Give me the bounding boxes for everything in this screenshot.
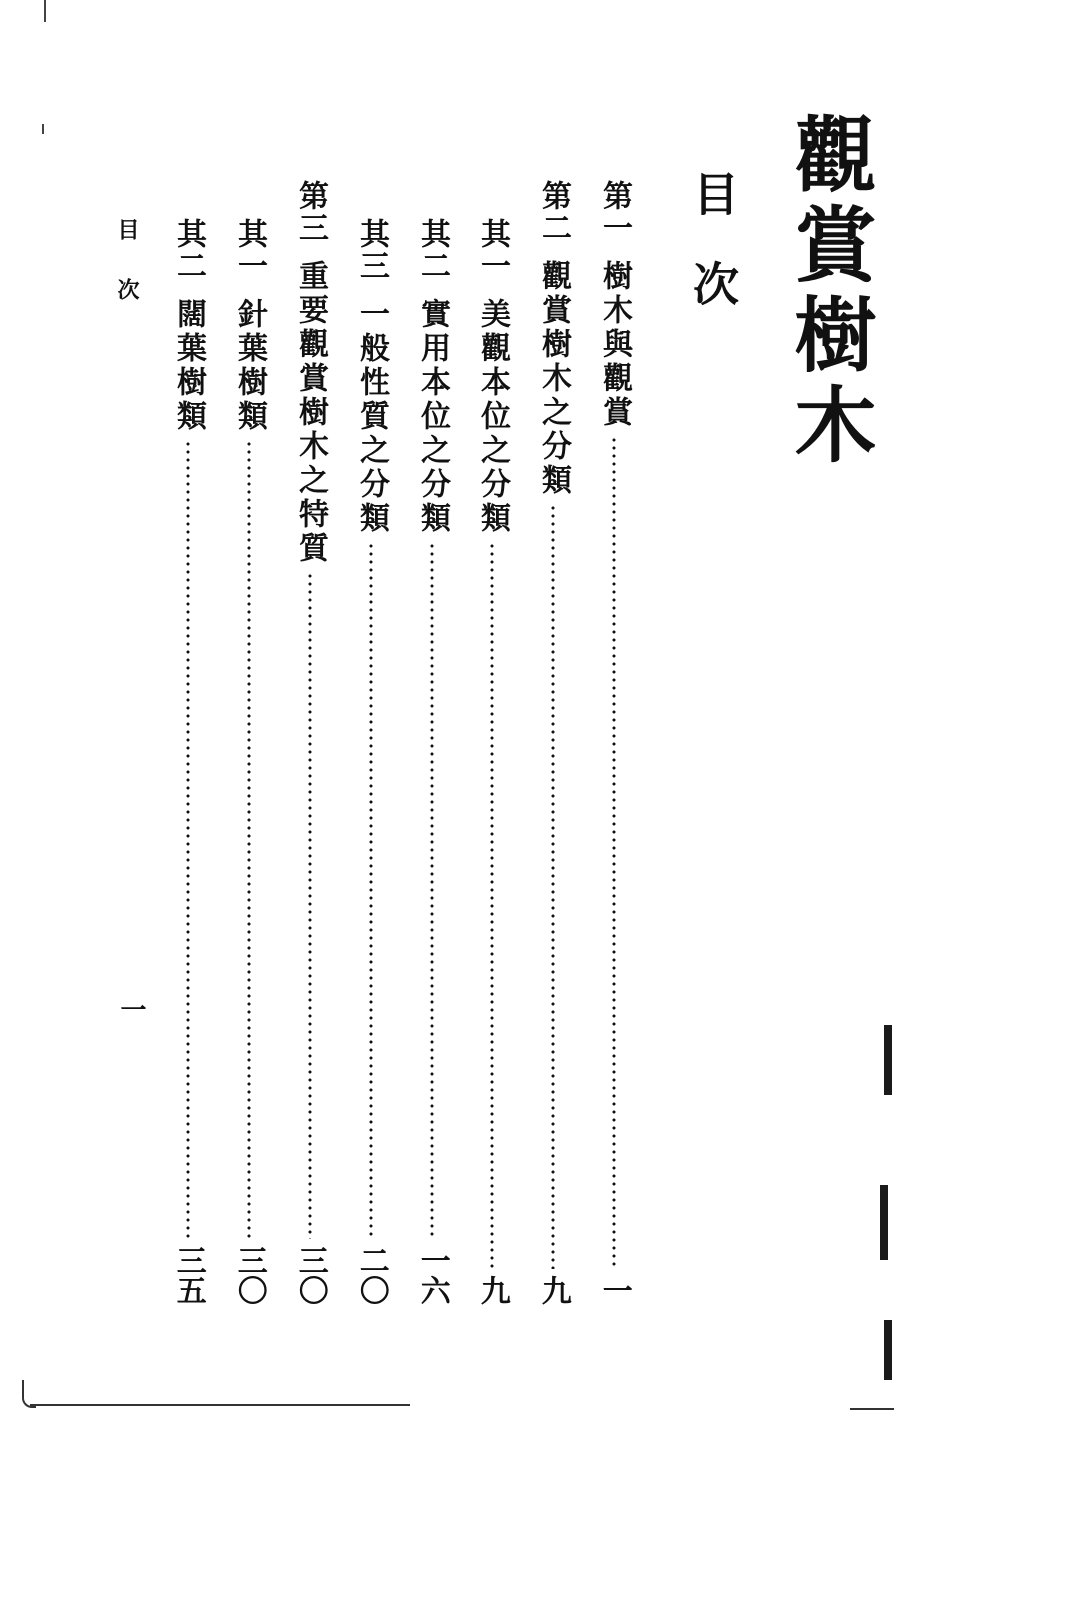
toc-entry-page: 三五 (170, 1245, 206, 1305)
scan-mark (44, 0, 46, 22)
scan-edge-mark (880, 1185, 888, 1260)
dot-leader (308, 572, 312, 1239)
toc-entry-page: 九 (535, 1275, 571, 1305)
toc-entry (168, 180, 208, 1305)
dot-leader (612, 436, 616, 1269)
toc-entry-title: 重要觀賞樹木之特質 (293, 260, 328, 566)
dot-leader (186, 440, 190, 1239)
toc-heading: 目次 (686, 170, 740, 350)
toc-entry-page: 一六 (414, 1245, 450, 1305)
toc-entry-page: 二〇 (353, 1245, 389, 1305)
toc-entry-title: 針葉樹類 (232, 298, 267, 434)
toc-entry-page: 九 (474, 1275, 510, 1305)
scan-edge-mark (884, 1320, 892, 1380)
toc-entry-label: 其一 (232, 218, 267, 282)
toc-entry-title: 樹木與觀賞 (597, 260, 632, 430)
toc-entry-page: 三〇 (292, 1245, 328, 1305)
toc-entry (412, 180, 452, 1305)
toc-entry-page: 三〇 (231, 1245, 267, 1305)
dot-leader (369, 542, 373, 1239)
toc-entry-title: 一般性質之分類 (354, 298, 389, 536)
dot-leader (247, 440, 251, 1239)
toc-entry-label: 第一 (597, 180, 632, 244)
toc-entry-title: 闊葉樹類 (171, 298, 206, 434)
toc-entry (594, 180, 634, 1305)
toc-entry (290, 180, 330, 1305)
page-number: 一 (116, 996, 146, 1022)
toc-entry (472, 180, 512, 1305)
page-rule (850, 1408, 894, 1410)
toc-entry-title: 美觀本位之分類 (475, 298, 510, 536)
toc-entry-title: 實用本位之分類 (415, 298, 450, 536)
scan-mark (42, 124, 44, 134)
toc-entry-label: 第二 (536, 180, 571, 244)
toc-entry (533, 180, 573, 1305)
running-head: 目次 (114, 218, 140, 338)
toc-entry (351, 180, 391, 1305)
toc-entry-label: 其一 (475, 218, 510, 282)
dot-leader (551, 504, 555, 1269)
scan-mark (22, 1380, 36, 1408)
toc-entry-label: 其二 (415, 218, 450, 282)
toc-entry-page: 一 (596, 1275, 632, 1305)
toc-entry (229, 180, 269, 1305)
dot-leader (430, 542, 434, 1239)
toc-entry-title: 觀賞樹木之分類 (536, 260, 571, 498)
page-rule (30, 1404, 410, 1406)
dot-leader (490, 542, 494, 1269)
scan-edge-mark (884, 1025, 892, 1095)
toc-entry-label: 其三 (354, 218, 389, 282)
toc-entry-label: 第三 (293, 180, 328, 244)
toc-entry-label: 其二 (171, 218, 206, 282)
book-title: 觀賞樹木 (781, 112, 877, 472)
